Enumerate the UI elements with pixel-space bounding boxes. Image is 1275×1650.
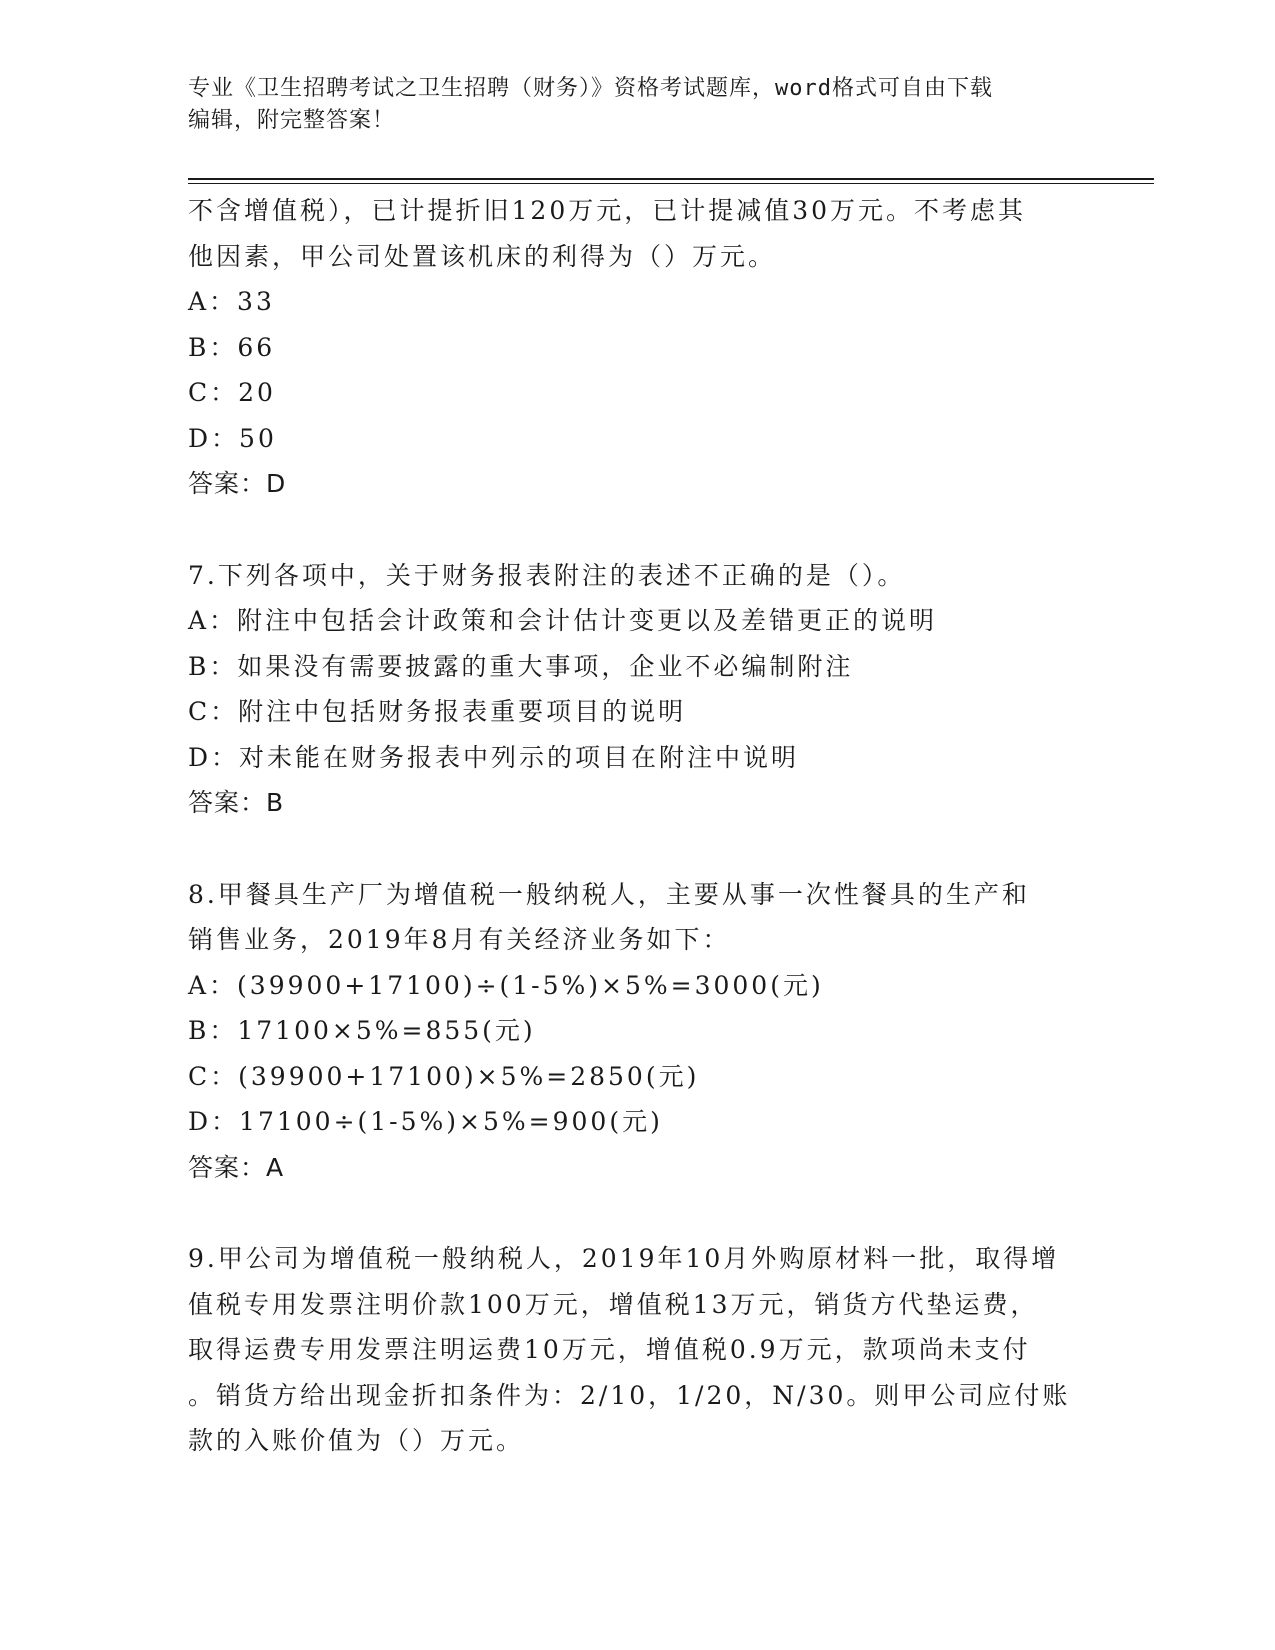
option-a: A：附注中包括会计政策和会计估计变更以及差错更正的说明 xyxy=(188,606,938,635)
question-stem-line: 8.甲餐具生产厂为增值税一般纳税人，主要从事一次性餐具的生产和 xyxy=(188,879,1030,909)
option-a: A：33 xyxy=(188,287,275,316)
question-stem-line: 7.下列各项中，关于财务报表附注的表述不正确的是（）。 xyxy=(188,560,906,590)
answer: 答案：A xyxy=(188,1152,285,1182)
question-8 xyxy=(188,872,1088,1191)
question-stem-line: 9.甲公司为增值税一般纳税人，2019年10月外购原材料一批，取得增 xyxy=(188,1244,1060,1273)
header-line-2: 编辑，附完整答案！ xyxy=(188,108,396,133)
answer: 答案：D xyxy=(188,469,287,498)
question-stem-line: 取得运费专用发票注明运费10万元，增值税0.9万元，款项尚未支付 xyxy=(188,1335,1031,1364)
option-d: D：17100÷(1-5%)×5%=900(元) xyxy=(188,1107,663,1136)
header-rule-thick xyxy=(188,178,1154,180)
question-spacer xyxy=(188,826,1088,872)
question-stem-line: 款的入账价值为（）万元。 xyxy=(188,1426,525,1455)
option-b: B：17100×5%=855(元) xyxy=(188,1016,536,1045)
option-d: D：50 xyxy=(188,423,277,453)
question-spacer xyxy=(188,507,1088,553)
question-7 xyxy=(188,553,1088,826)
question-6 xyxy=(188,188,1088,507)
option-c: C：20 xyxy=(188,378,276,407)
question-stem-line: 他因素，甲公司处置该机床的利得为（）万元。 xyxy=(188,241,777,271)
question-stem-line: 值税专用发票注明价款100万元，增值税13万元，销货方代垫运费， xyxy=(188,1289,1039,1319)
header-rule-thin xyxy=(188,183,1154,184)
question-stem-line: 不含增值税），已计提折旧120万元，已计提减值30万元。不考虑其 xyxy=(188,196,1027,225)
option-a: A：(39900+17100)÷(1-5%)×5%=3000(元) xyxy=(188,970,824,1000)
question-stem-line: 。销货方给出现金折扣条件为：2/10，1/20，N/30。则甲公司应付账 xyxy=(188,1380,1071,1410)
header-line-1: 专业《卫生招聘考试之卫生招聘（财务）》资格考试题库，word格式可自由下载 xyxy=(188,76,993,101)
question-9 xyxy=(188,1236,1088,1464)
option-c: C：(39900+17100)×5%=2850(元) xyxy=(188,1061,700,1091)
question-spacer xyxy=(188,1190,1088,1236)
question-stem-line: 销售业务，2019年8月有关经济业务如下： xyxy=(188,925,731,954)
option-b: B：如果没有需要披露的重大事项，企业不必编制附注 xyxy=(188,651,854,681)
option-d: D：对未能在财务报表中列示的项目在附注中说明 xyxy=(188,742,800,772)
document-header xyxy=(188,73,1068,137)
answer: 答案：B xyxy=(188,788,285,817)
option-b: B：66 xyxy=(188,332,276,362)
question-content xyxy=(188,188,1088,1464)
option-c: C：附注中包括财务报表重要项目的说明 xyxy=(188,697,687,726)
